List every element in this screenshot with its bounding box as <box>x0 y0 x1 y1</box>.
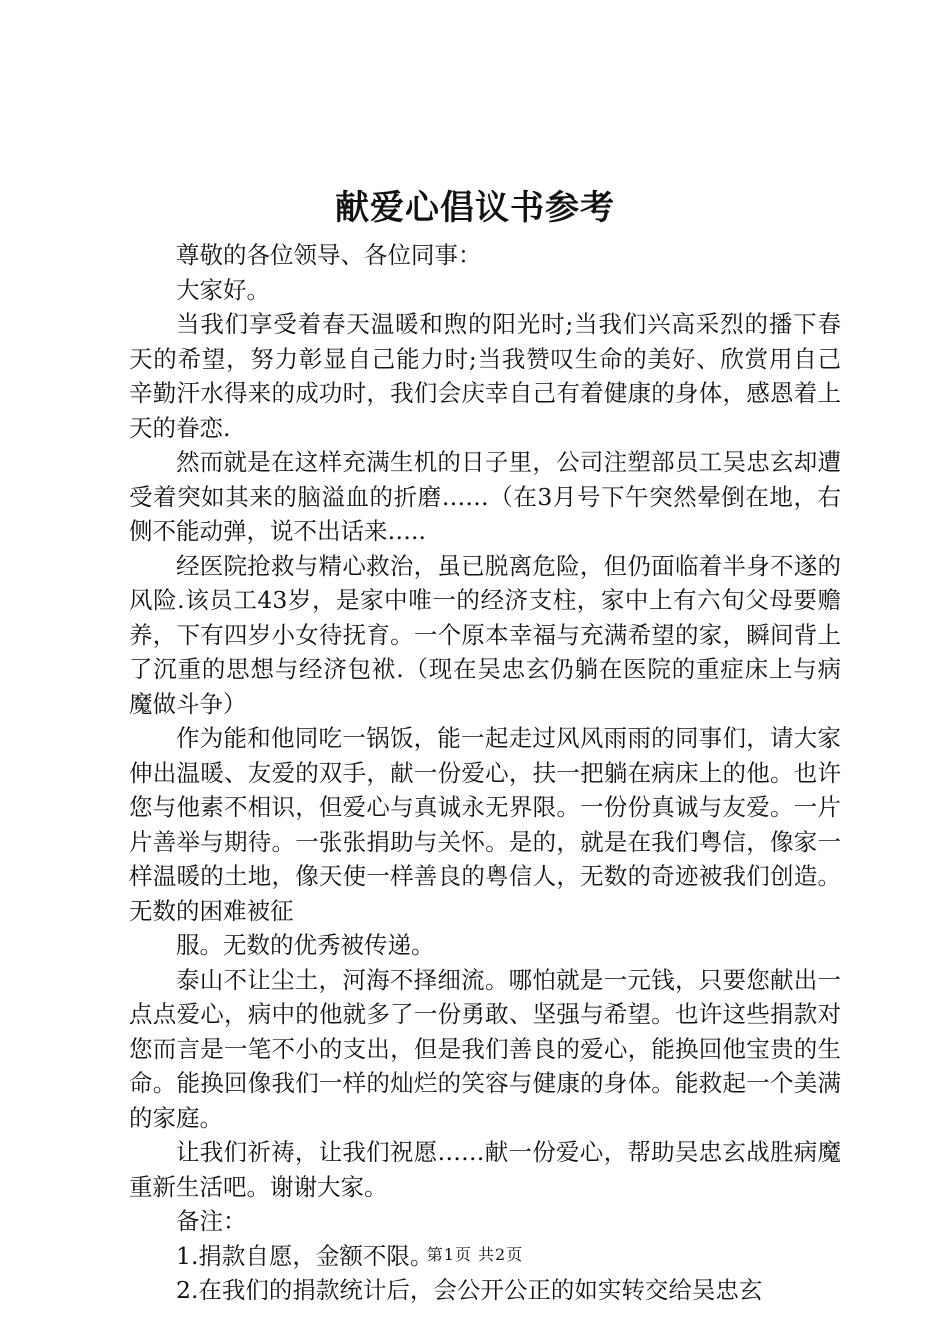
body-paragraph: 服。无数的优秀被传递。 <box>176 931 435 959</box>
body-paragraph: 作为能和他同吃一锅饭，能一起走过风风雨雨的同事们，请大家伸出温暖、友爱的双手，献一份爱心，扶一把躺在病床上的他。也许您与他素不相识，但爱心与真诚永无界限。一份份真诚与友爱。一片片善举与期待。一张张捐助与关怀。是的，就是在我们粤信，像家一样温暖的土地，像天使一样善良的粤信人，无数的奇迹被我们创造。无数的困难被征 <box>129 724 841 925</box>
document-body <box>129 238 841 1308</box>
greeting: 大家好。 <box>176 275 270 304</box>
body-paragraph: 当我们享受着春天温暖和煦的阳光时;当我们兴高采烈的播下春天的希望，努力彰显自己能力时;当我赞叹生命的美好、欣赏用自己辛勤汗水得来的成功时，我们会庆幸自己有着健康的身体，感恩着上天的眷恋. <box>129 310 841 442</box>
document-title: 献爱心倡议书参考 <box>335 188 615 228</box>
body-paragraph: 然而就是在这样充满生机的日子里，公司注塑部员工吴忠玄却遭受着突如其来的脑溢血的折磨……（在3月号下午突然晕倒在地，右侧不能动弹，说不出话来….. <box>129 448 841 545</box>
note-item: 1.捐款自愿，金额不限。 <box>176 1241 434 1270</box>
note-item: 2.在我们的捐款统计后，会公开公正的如实转交给吴忠玄 <box>176 1276 763 1304</box>
salutation: 尊敬的各位领导、各位同事： <box>176 241 482 269</box>
body-paragraph: 泰山不让尘土，河海不择细流。哪怕就是一元钱，只要您献出一点点爱心，病中的他就多了一份勇敢、坚强与希望。也许这些捐款对您而言是一笔不小的支出，但是我们善良的爱心，能换回他宝贵的生命。能换回像我们一样的灿烂的笑容与健康的身体。能救起一个美满的家庭。 <box>129 965 841 1132</box>
page-number-footer: 第1页 共2页 <box>426 1245 524 1264</box>
notes-heading: 备注： <box>176 1207 247 1235</box>
body-paragraph: 让我们祈祷，让我们祝愿……献一份爱心，帮助吴忠玄战胜病魔重新生活吧。谢谢大家。 <box>129 1138 841 1201</box>
body-paragraph: 经医院抢救与精心救治，虽已脱离危险，但仍面临着半身不遂的风险.该员工43岁，是家中唯一的经济支柱，家中上有六旬父母要赡养，下有四岁小女待抚育。一个原本幸福与充满希望的家，瞬间背上了沉重的思想与经济包袱.（现在吴忠玄仍躺在医院的重症床上与病魔做斗争） <box>129 551 841 718</box>
